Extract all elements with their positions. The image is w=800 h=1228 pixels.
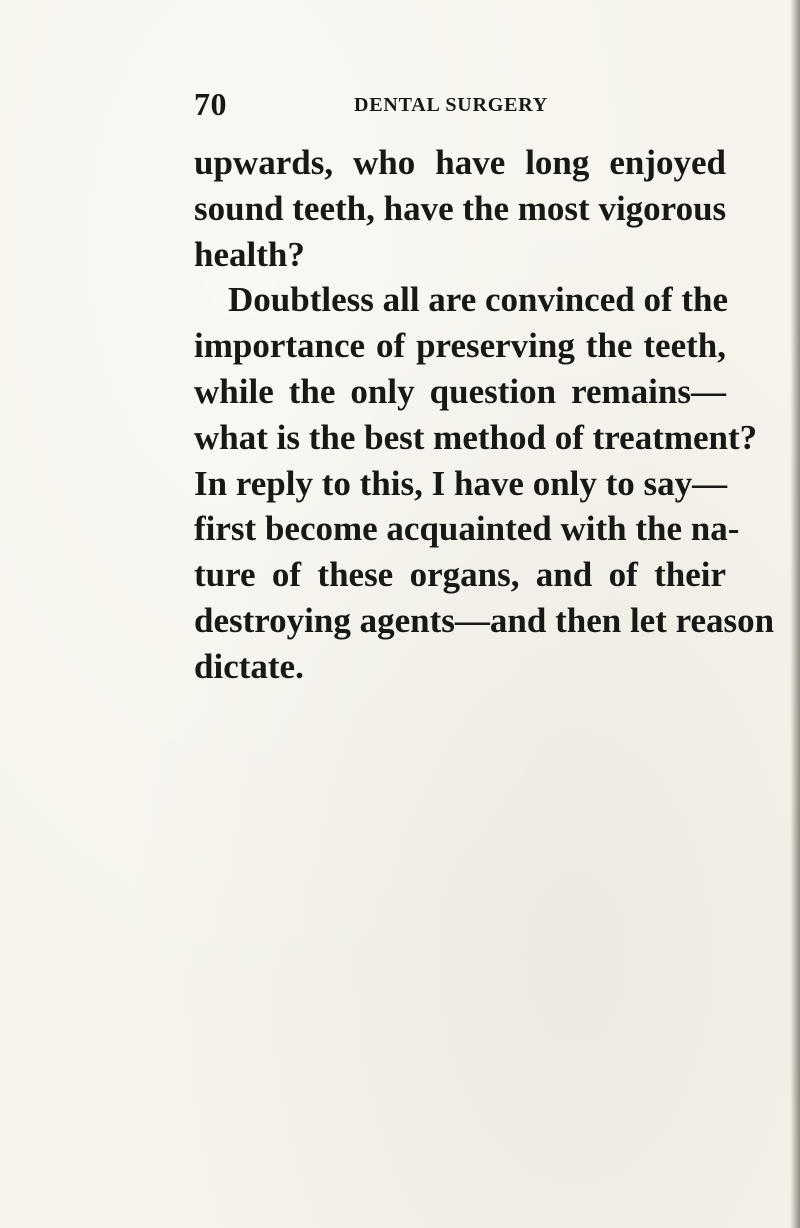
body-text xyxy=(194,140,775,690)
text-line: what is the best method of treatment? xyxy=(194,417,758,457)
text-line: Doubtless all are convinced of the xyxy=(228,280,729,320)
text-line: upwards, who have long enjoyed xyxy=(194,143,726,182)
running-head xyxy=(194,84,754,124)
page-edge-shadow xyxy=(790,0,800,1228)
text-line: ture of these organs, and of their xyxy=(194,555,726,595)
text-line: dictate. xyxy=(194,646,304,686)
text-line: while the only question remains— xyxy=(194,371,726,411)
text-line: importance of preserving the teeth, xyxy=(194,326,726,366)
text-line: first become acquainted with the na- xyxy=(194,509,740,549)
page-number: 70 xyxy=(194,86,227,122)
text-line: sound teeth, have the most vigorous xyxy=(194,188,727,228)
text-line: In reply to this, I have only to say— xyxy=(194,463,728,503)
running-title: DENTAL SURGERY xyxy=(354,94,549,116)
text-line: destroying agents—and then let reason xyxy=(194,600,775,640)
text-line: health? xyxy=(194,234,305,274)
